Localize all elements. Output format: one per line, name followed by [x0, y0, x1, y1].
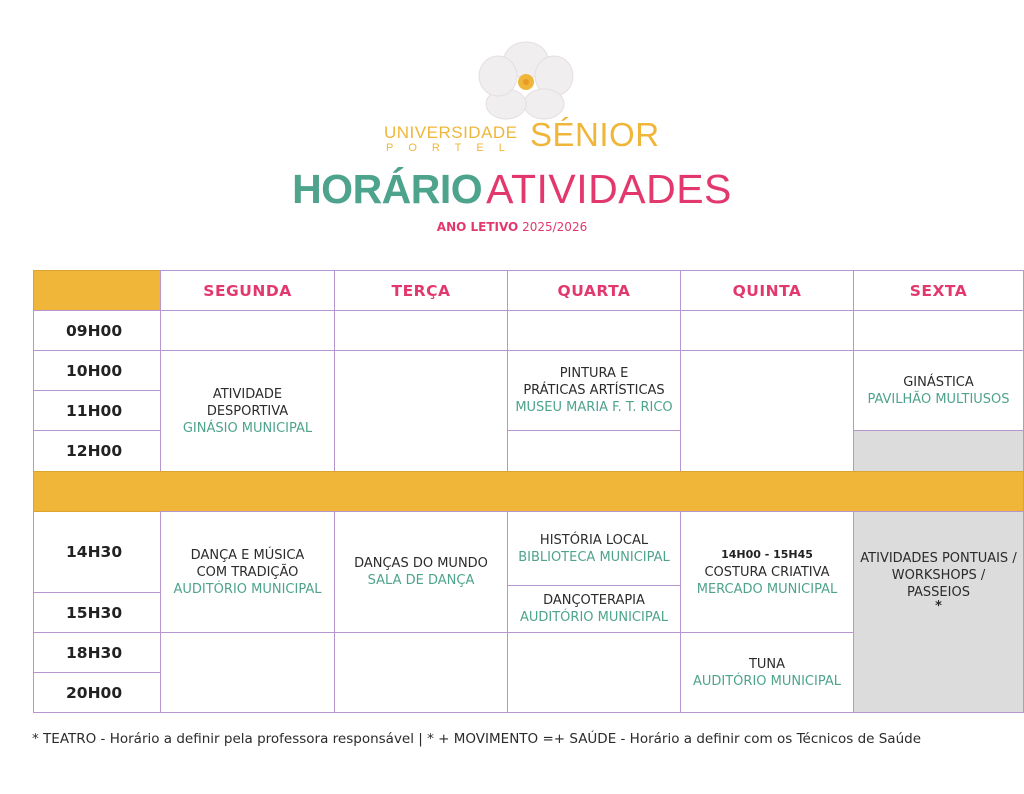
activity-title: PINTURA E — [559, 366, 629, 381]
day-header-segunda: SEGUNDA — [160, 270, 335, 311]
time-slot-1200: 12H00 — [33, 430, 161, 472]
activity-title: PASSEIOS — [907, 585, 970, 600]
unavailable-cell — [853, 430, 1024, 472]
school-year-value: 2025/2026 — [522, 220, 588, 234]
activity-title: HISTÓRIA LOCAL — [539, 532, 649, 548]
activity-dancoterapia — [507, 585, 681, 633]
activity-location: SALA DE DANÇA — [367, 573, 475, 588]
day-header-sexta: SEXTA — [853, 270, 1024, 311]
activity-location: GINÁSIO MUNICIPAL — [182, 420, 313, 436]
time-slot-1530: 15H30 — [33, 592, 161, 633]
time-slot-1430: 14H30 — [33, 511, 161, 593]
empty-cell — [334, 350, 508, 472]
activity-atividade-desportiva — [160, 350, 335, 472]
brand-universidade: UNIVERSIDADE — [384, 123, 518, 142]
activity-title: DANÇOTERAPIA — [543, 593, 645, 608]
empty-cell — [507, 430, 681, 472]
empty-cell — [334, 632, 508, 713]
activity-location: MUSEU MARIA F. T. RICO — [515, 400, 673, 415]
activity-location: AUDITÓRIO MUNICIPAL — [173, 581, 322, 597]
activity-title: DANÇA E MÚSICA — [190, 547, 305, 563]
table-corner — [33, 270, 161, 311]
footer-note: * TEATRO - Horário a definir pela professora responsável | * + MOVIMENTO =+ SAÚDE - Horário a definir com os Técnicos de Saúde — [32, 731, 922, 747]
activity-time: 14H00 - 15H45 — [721, 548, 813, 561]
activity-title: ATIVIDADE — [212, 386, 283, 402]
activity-location: AUDITÓRIO MUNICIPAL — [692, 673, 841, 689]
empty-cell — [334, 310, 508, 351]
activity-tuna — [680, 632, 854, 713]
activity-historia-local — [507, 511, 681, 586]
empty-cell — [507, 632, 681, 713]
time-slot-2000: 20H00 — [33, 672, 161, 713]
activity-title: COM TRADIÇÃO — [196, 564, 299, 580]
activity-location: BIBLIOTECA MUNICIPAL — [518, 549, 670, 565]
activity-pintura — [507, 350, 681, 431]
flower-logo-icon — [478, 40, 574, 120]
empty-cell — [160, 632, 335, 713]
activity-title: ATIVIDADES PONTUAIS / — [860, 551, 1017, 566]
activity-location: AUDITÓRIO MUNICIPAL — [519, 610, 668, 625]
day-header-terca: TERÇA — [334, 270, 508, 311]
activity-title: COSTURA CRIATIVA — [704, 565, 830, 580]
empty-cell — [160, 310, 335, 351]
time-slot-1000: 10H00 — [33, 350, 161, 391]
time-slot-0900: 09H00 — [33, 310, 161, 351]
empty-cell — [680, 310, 854, 351]
school-year — [0, 220, 1024, 234]
header — [0, 0, 1024, 260]
page-title — [0, 166, 1024, 213]
activity-dancas-do-mundo — [334, 511, 508, 633]
brand-logo — [380, 118, 680, 162]
activity-note: * — [935, 599, 942, 614]
day-header-quinta: QUINTA — [680, 270, 854, 311]
brand-senior: SÉNIOR — [530, 116, 660, 153]
lunch-break-band — [33, 471, 1024, 512]
school-year-label: ANO LETIVO — [436, 220, 519, 234]
activity-title: WORKSHOPS / — [891, 568, 986, 583]
time-slot-1100: 11H00 — [33, 390, 161, 431]
empty-cell — [680, 350, 854, 472]
activity-danca-musica — [160, 511, 335, 633]
activity-title: PRÁTICAS ARTÍSTICAS — [523, 383, 665, 398]
activity-location: MERCADO MUNICIPAL — [696, 582, 838, 597]
activity-title: TUNA — [748, 656, 786, 672]
activity-title: GINÁSTICA — [903, 374, 974, 390]
day-header-quarta: QUARTA — [507, 270, 681, 311]
title-horario: HORÁRIO — [292, 166, 483, 212]
empty-cell — [853, 310, 1024, 351]
activity-title: DESPORTIVA — [206, 403, 289, 419]
brand-portel: PORTEL — [386, 142, 520, 154]
activity-ginastica — [853, 350, 1024, 431]
title-atividades: ATIVIDADES — [486, 166, 732, 212]
activity-title: DANÇAS DO MUNDO — [354, 556, 488, 571]
empty-cell — [507, 310, 681, 351]
activity-costura-criativa — [680, 511, 854, 633]
activity-location: PAVILHÃO MULTIUSOS — [867, 391, 1010, 407]
time-slot-1830: 18H30 — [33, 632, 161, 673]
activity-atividades-pontuais — [853, 511, 1024, 713]
